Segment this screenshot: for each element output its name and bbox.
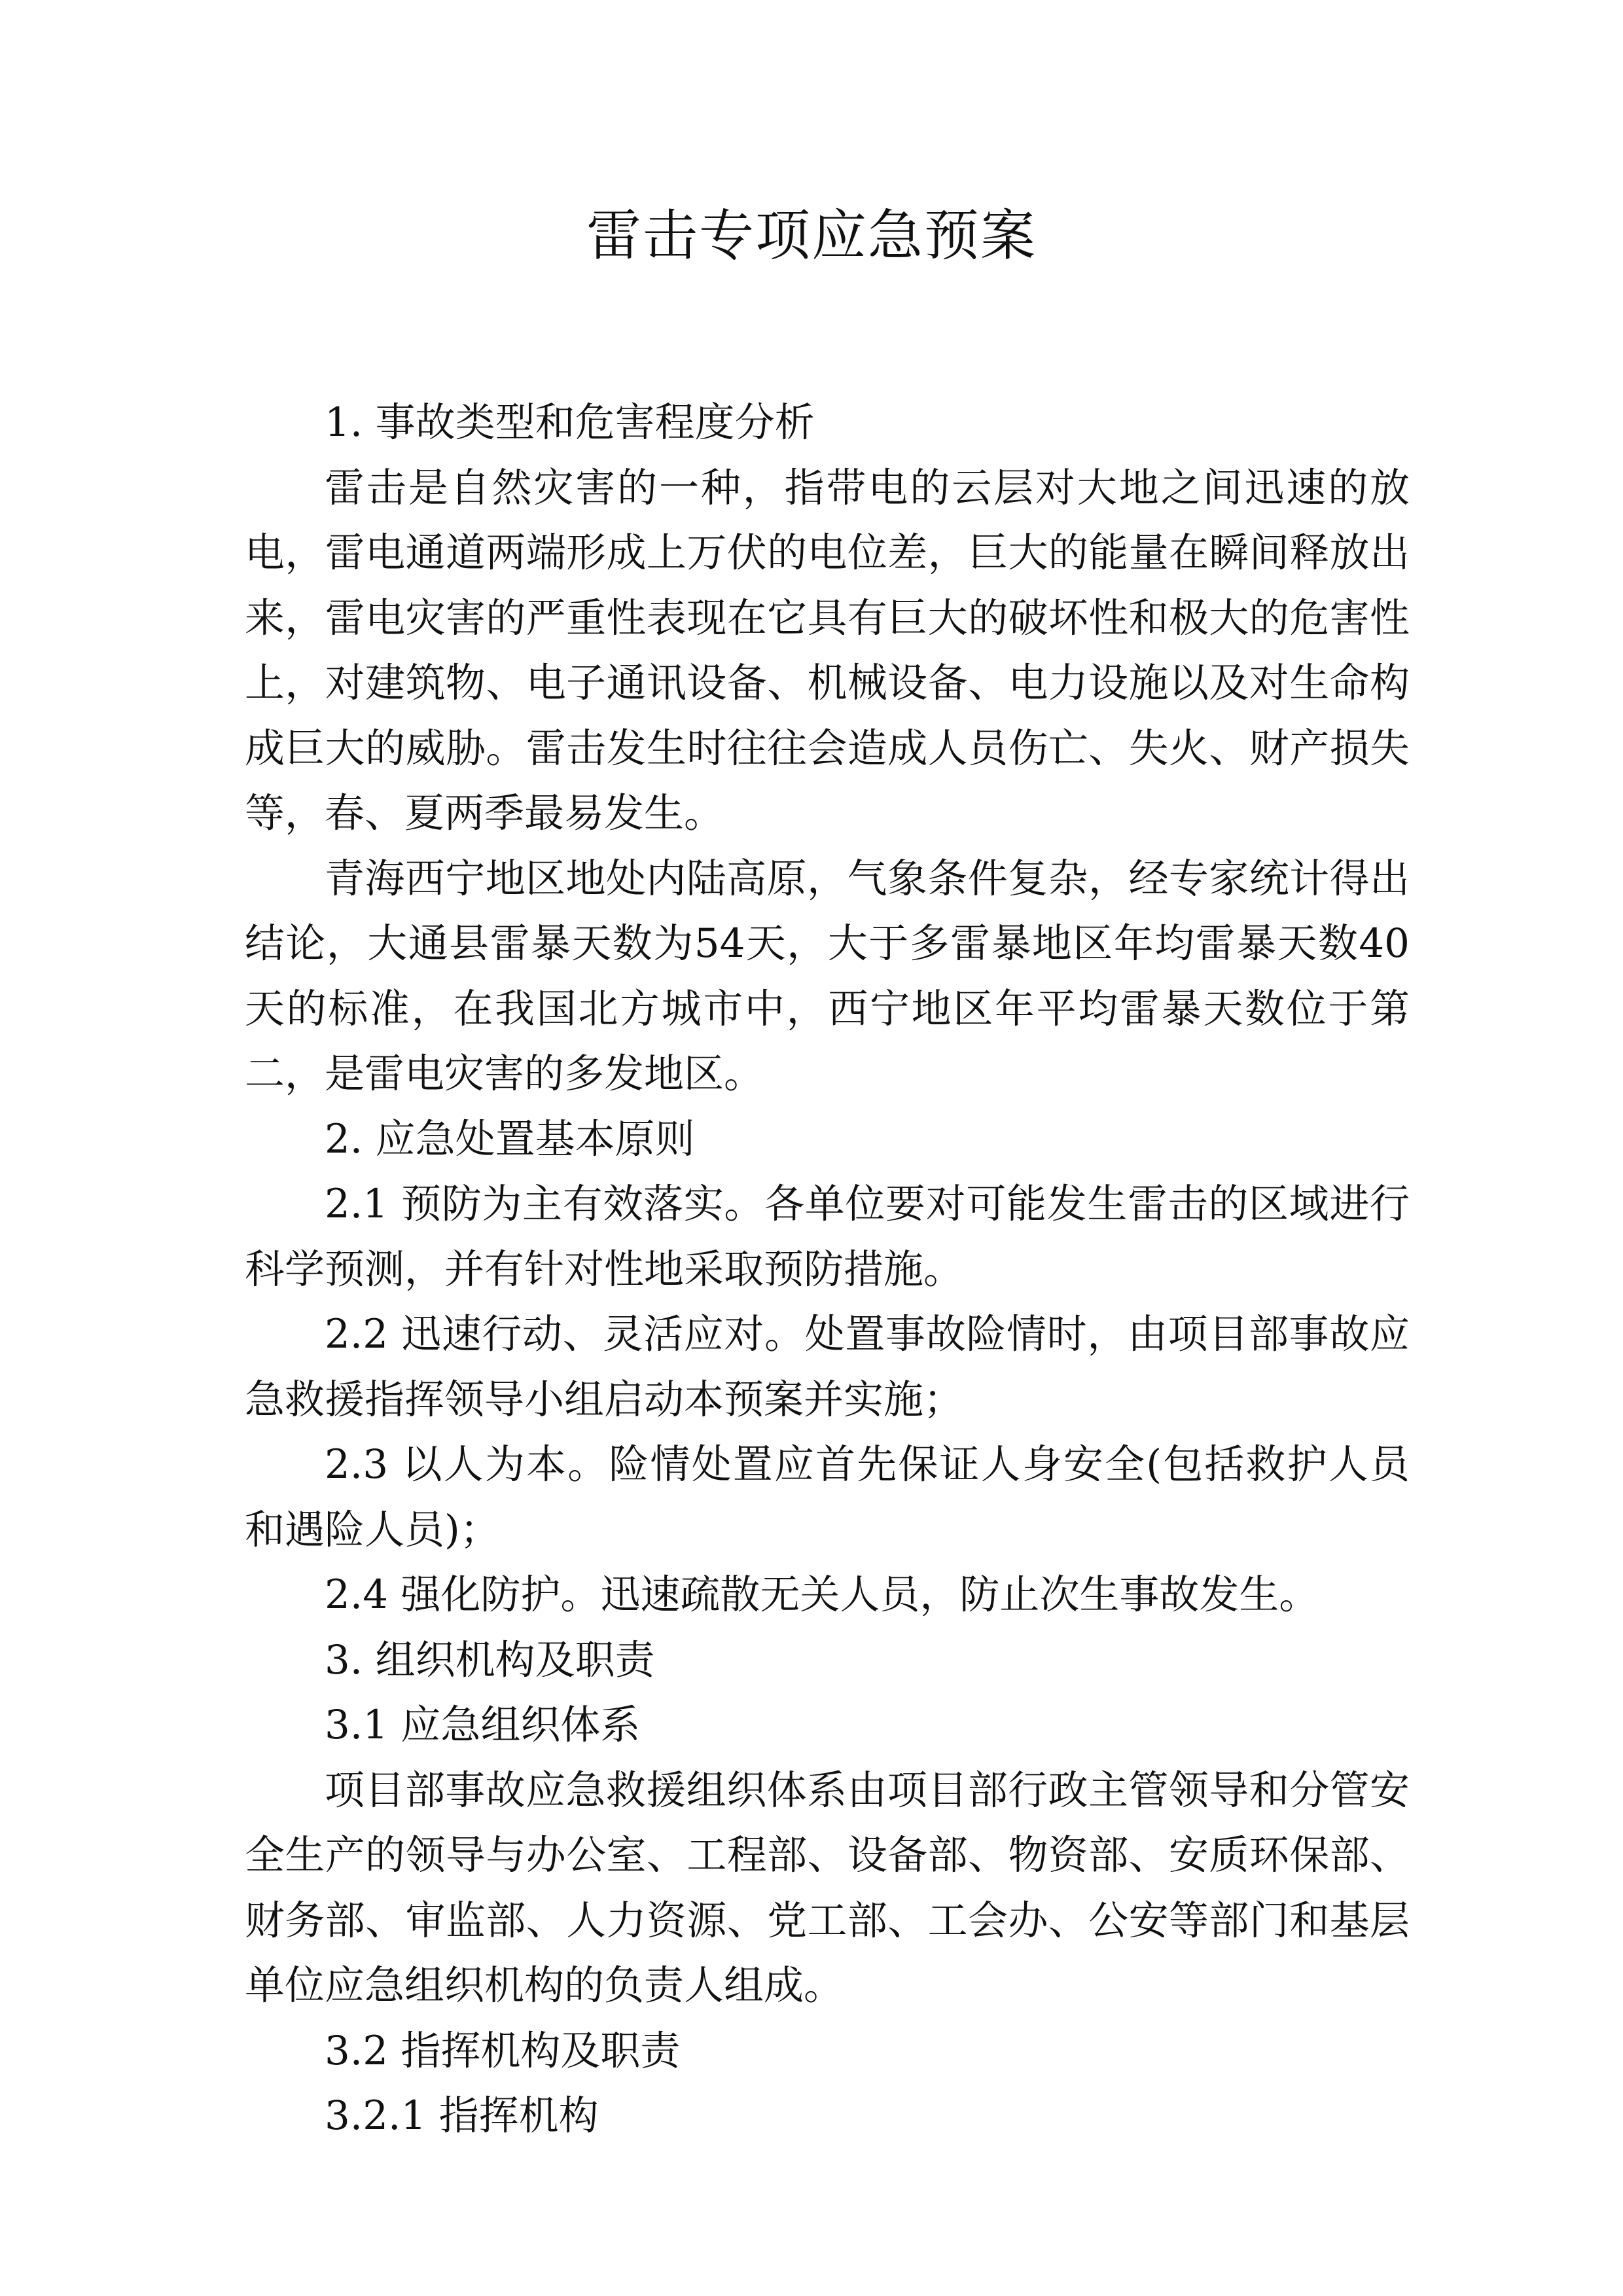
section-heading-2: 2. 应急处置基本原则 — [325, 1115, 695, 1162]
subsection-heading-3-1: 3.1 应急组织体系 — [325, 1702, 641, 1748]
paragraph-principle-2-4: 2.4 强化防护。迅速疏散无关人员，防止次生事故发生。 — [325, 1571, 1319, 1618]
paragraph-principle-2-3: 2.3 以人为本。险情处置应首先保证人身安全(包括救护人员和遇险人员)； — [245, 1441, 1410, 1553]
document-title: 雷击专项应急预案 — [586, 204, 1037, 268]
section-heading-1: 1. 事故类型和危害程度分析 — [325, 399, 815, 446]
subsection-heading-3-2-1: 3.2.1 指挥机构 — [325, 2092, 599, 2139]
paragraph-organization-system: 项目部事故应急救援组织体系由项目部行政主管领导和分管安全生产的领导与办公室、工程部、设备部、物资部、安质环保部、财务部、审监部、人力资源、党工部、工会办、公安等部门和基层单位应急组织机构的负责人组成。 — [245, 1767, 1410, 2009]
paragraph-lightning-definition: 雷击是自然灾害的一种，指带电的云层对大地之间迅速的放电，雷电通道两端形成上万伏的电位差，巨大的能量在瞬间释放出来，雷电灾害的严重性表现在它具有巨大的破坏性和极大的危害性上，对建筑物、电子通讯设备、机械设备、电力设施以及对生命构成巨大的威胁。雷击发生时往往会造成人员伤亡、失火、财产损失等，春、夏两季最易发生。 — [245, 464, 1410, 836]
document-body — [245, 390, 1410, 2149]
subsection-heading-3-2: 3.2 指挥机构及职责 — [325, 2027, 681, 2074]
paragraph-xining-climate: 青海西宁地区地处内陆高原，气象条件复杂，经专家统计得出结论，大通县雷暴天数为54天，大于多雷暴地区年均雷暴天数40天的标准，在我国北方城市中，西宁地区年平均雷暴天数位于第二，是雷电灾害的多发地区。 — [245, 855, 1410, 1097]
paragraph-principle-2-1: 2.1 预防为主有效落实。各单位要对可能发生雷击的区域进行科学预测，并有针对性地采取预防措施。 — [245, 1181, 1410, 1293]
paragraph-principle-2-2: 2.2 迅速行动、灵活应对。处置事故险情时，由项目部事故应急救援指挥领导小组启动本预案并实施； — [245, 1311, 1410, 1423]
section-heading-3: 3. 组织机构及职责 — [325, 1636, 655, 1683]
